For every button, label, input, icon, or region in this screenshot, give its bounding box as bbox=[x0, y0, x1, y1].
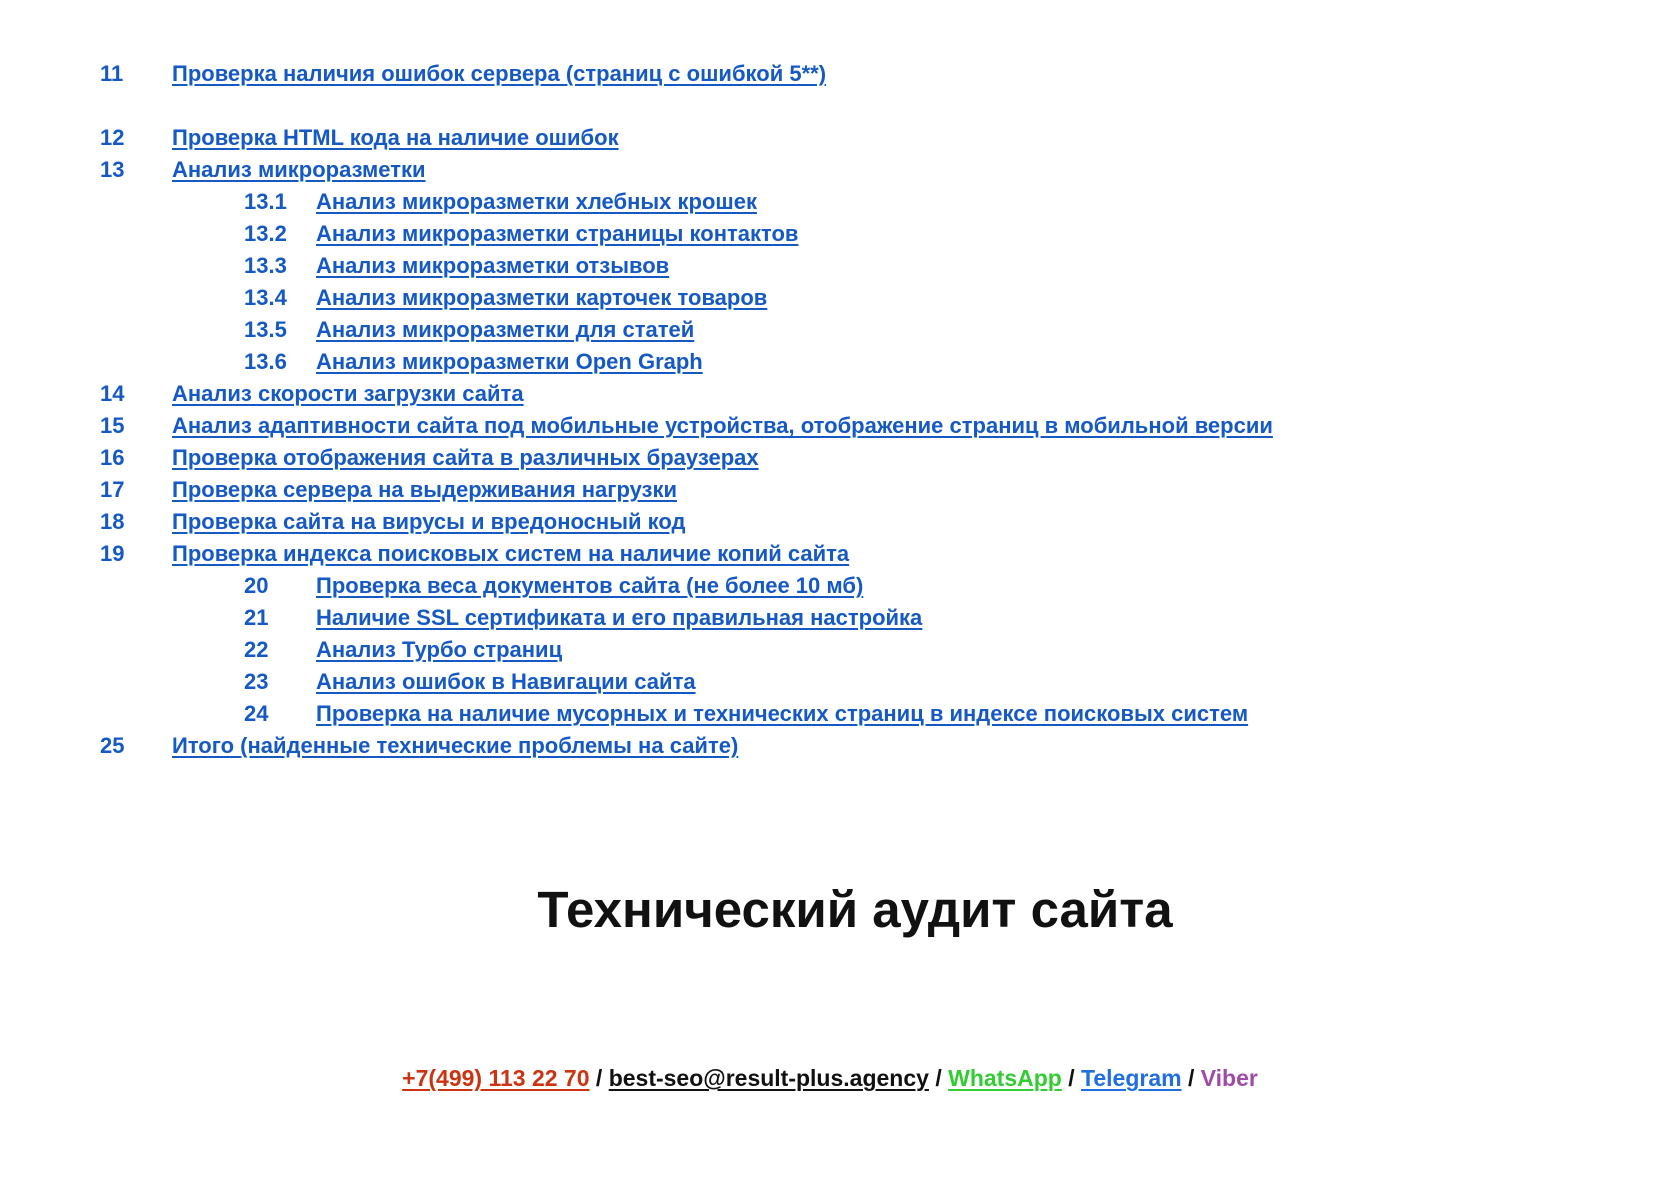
toc-link[interactable] bbox=[100, 250, 669, 282]
toc-entry bbox=[100, 474, 1600, 506]
toc-number: 13.5 bbox=[244, 317, 287, 342]
toc-title: Анализ микроразметки bbox=[172, 157, 426, 182]
toc-link[interactable] bbox=[100, 410, 1273, 442]
toc-number: 13.4 bbox=[244, 285, 287, 310]
toc-entry bbox=[100, 58, 1600, 90]
toc-number: 23 bbox=[244, 669, 269, 694]
toc-link[interactable] bbox=[100, 282, 767, 314]
toc-entry bbox=[100, 154, 1600, 186]
toc-link[interactable] bbox=[100, 378, 524, 410]
toc-number: 15 bbox=[100, 413, 125, 438]
toc-title: Анализ скорости загрузки сайта bbox=[172, 381, 524, 406]
toc-title: Анализ микроразметки для статей bbox=[316, 317, 695, 342]
toc-entry bbox=[100, 122, 1600, 154]
email-link[interactable]: best-seo@result-plus.agency bbox=[608, 1065, 929, 1091]
toc-link[interactable] bbox=[100, 602, 922, 634]
toc-title: Наличие SSL сертификата и его правильная настройка bbox=[316, 605, 923, 630]
toc-link[interactable] bbox=[100, 666, 696, 698]
whatsapp-link[interactable]: WhatsApp bbox=[948, 1065, 1062, 1091]
toc-number: 24 bbox=[244, 701, 269, 726]
toc-title: Проверка отображения сайта в различных браузерах bbox=[172, 445, 759, 470]
phone-link[interactable]: +7(499) 113 22 70 bbox=[402, 1065, 590, 1091]
toc-number: 20 bbox=[244, 573, 269, 598]
toc-entry bbox=[100, 730, 1600, 762]
toc-link[interactable] bbox=[100, 218, 798, 250]
toc-entry bbox=[100, 282, 1600, 314]
toc-entry bbox=[100, 378, 1600, 410]
separator: / bbox=[589, 1065, 609, 1091]
toc-entry bbox=[100, 218, 1600, 250]
toc-number: 17 bbox=[100, 477, 125, 502]
toc-title: Анализ адаптивности сайта под мобильные устройства, отображение страниц в мобильной версии bbox=[172, 413, 1273, 438]
toc-number: 25 bbox=[100, 733, 125, 758]
toc-link[interactable] bbox=[100, 474, 677, 506]
table-of-contents bbox=[100, 58, 1600, 762]
toc-title: Проверка веса документов сайта (не более 10 мб) bbox=[316, 573, 864, 598]
toc-title: Проверка наличия ошибок сервера (страниц с ошибкой 5**) bbox=[172, 61, 827, 86]
toc-number: 13.1 bbox=[244, 189, 287, 214]
toc-link[interactable] bbox=[100, 570, 863, 602]
separator: / bbox=[1181, 1065, 1201, 1091]
separator: / bbox=[928, 1065, 949, 1091]
toc-number: 16 bbox=[100, 445, 125, 470]
toc-title: Анализ микроразметки хлебных крошек bbox=[316, 189, 757, 214]
toc-number: 13.2 bbox=[244, 221, 287, 246]
toc-link[interactable] bbox=[100, 442, 759, 474]
toc-title: Проверка сервера на выдерживания нагрузки bbox=[172, 477, 678, 502]
toc-number: 22 bbox=[244, 637, 269, 662]
toc-entry bbox=[100, 506, 1600, 538]
toc-link[interactable] bbox=[100, 122, 619, 154]
toc-link[interactable] bbox=[100, 346, 703, 378]
toc-number: 19 bbox=[100, 541, 125, 566]
toc-entry bbox=[100, 570, 1600, 602]
toc-entry bbox=[100, 250, 1600, 282]
contacts-line bbox=[0, 1065, 1660, 1092]
toc-entry bbox=[100, 410, 1600, 442]
document-title: Технический аудит сайта bbox=[537, 881, 1173, 938]
toc-entry bbox=[100, 346, 1600, 378]
toc-entry bbox=[100, 602, 1600, 634]
toc-number: 18 bbox=[100, 509, 125, 534]
toc-title: Анализ Турбо страниц bbox=[316, 637, 563, 662]
toc-title: Анализ ошибок в Навигации сайта bbox=[316, 669, 696, 694]
toc-number: 11 bbox=[100, 61, 124, 86]
toc-entry bbox=[100, 666, 1600, 698]
toc-link[interactable] bbox=[100, 730, 738, 762]
toc-title: Итого (найденные технические проблемы на сайте) bbox=[172, 733, 739, 758]
telegram-link[interactable]: Telegram bbox=[1081, 1065, 1182, 1091]
toc-title: Проверка HTML кода на наличие ошибок bbox=[172, 125, 619, 150]
toc-link[interactable] bbox=[100, 538, 849, 570]
viber-label[interactable]: Viber bbox=[1200, 1065, 1258, 1091]
toc-number: 21 bbox=[244, 605, 269, 630]
toc-entry bbox=[100, 186, 1600, 218]
toc-link[interactable] bbox=[100, 698, 1248, 730]
toc-title: Анализ микроразметки карточек товаров bbox=[316, 285, 768, 310]
toc-title: Анализ микроразметки страницы контактов bbox=[316, 221, 799, 246]
toc-link[interactable] bbox=[100, 314, 694, 346]
toc-link[interactable] bbox=[100, 506, 685, 538]
separator: / bbox=[1061, 1065, 1081, 1091]
toc-number: 13 bbox=[100, 157, 125, 182]
toc-title: Анализ микроразметки Open Graph bbox=[316, 349, 703, 374]
toc-link[interactable] bbox=[100, 634, 562, 666]
toc-title: Проверка индекса поисковых систем на наличие копий сайта bbox=[172, 541, 850, 566]
toc-entry bbox=[100, 442, 1600, 474]
toc-number: 13.6 bbox=[244, 349, 287, 374]
toc-link[interactable] bbox=[100, 58, 826, 90]
toc-link[interactable] bbox=[100, 186, 757, 218]
toc-entry bbox=[100, 698, 1600, 730]
toc-title: Анализ микроразметки отзывов bbox=[316, 253, 670, 278]
toc-title: Проверка сайта на вирусы и вредоносный код bbox=[172, 509, 686, 534]
toc-entry bbox=[100, 314, 1600, 346]
toc-number: 13.3 bbox=[244, 253, 287, 278]
toc-number: 14 bbox=[100, 381, 125, 406]
toc-link[interactable] bbox=[100, 154, 426, 186]
toc-entry bbox=[100, 538, 1600, 570]
toc-number: 12 bbox=[100, 125, 125, 150]
toc-entry bbox=[100, 634, 1600, 666]
toc-title: Проверка на наличие мусорных и технических страниц в индексе поисковых систем bbox=[316, 701, 1249, 726]
